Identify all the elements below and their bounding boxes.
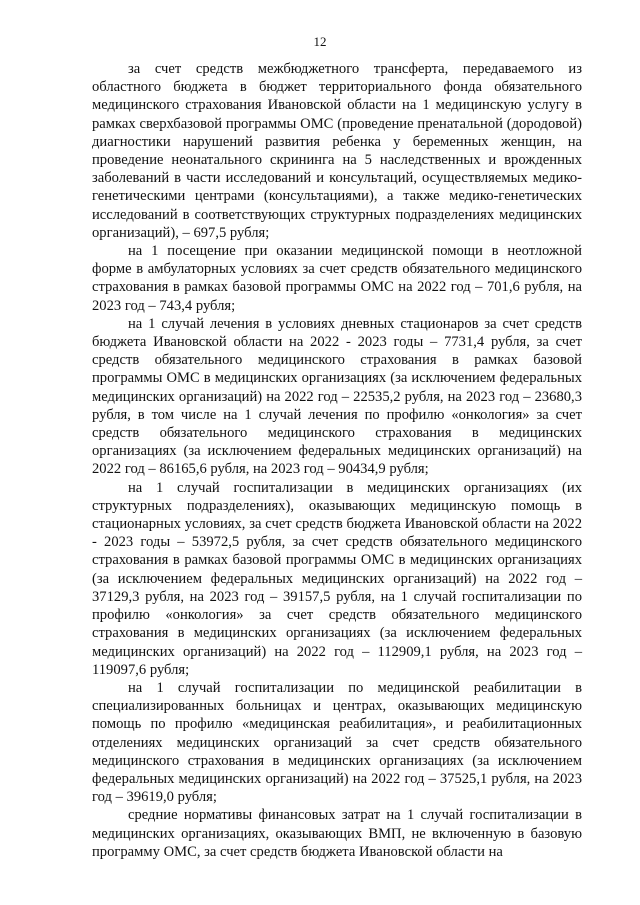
paragraph-transfer-funds: за счет средств межбюджетного трансферта, передаваемого из областного бюджета в бюджет территориального фонда обязательного медицинского страхования Ивановской области на 1 медицинскую услугу в рамках сверхбазовой программы ОМС (проведение пренатальной (дородовой) диагностики нарушений развития ребенка у беременных женщин, на проведение неонатального скрининга на 5 наследственных и врожденных заболеваний в части исследований и консультаций, осуществляемых медико-генетическими центрами (консультациями), а также медико-генетических исследований в соответствующих структурных подразделениях медицинских организаций), – 697,5 рубля; [92,61,582,241]
paragraph-rehabilitation: на 1 случай госпитализации по медицинской реабилитации в специализированных больницах и центрах, оказывающих медицинскую помощь по профилю «медицинская реабилитация», и реабилитационных отделениях медицинских организаций за счет средств обязательного медицинского страхования в медицинских организациях (за исключением федеральных медицинских организаций) на 2022 год – 37525,1 рубля, на 2023 год – 39619,0 рубля; [92,679,582,806]
paragraph-urgent-visit: на 1 посещение при оказании медицинской помощи в неотложной форме в амбулаторных условиях за счет средств обязательного медицинского страхования в рамках базовой программы ОМС на 2022 год – 701,6 рубля, на 2023 год – 743,4 рубля; [92,243,582,314]
page-number: 12 [313,34,327,49]
document-body [92,60,582,861]
paragraph-hightech-care: средние нормативы финансовых затрат на 1 случай госпитализации в медицинских организациях, оказывающих ВМП, не включенную в базовую программу ОМС, за счет средств бюджета Ивановской области на [92,807,582,860]
paragraph-hospitalization: на 1 случай госпитализации в медицинских организациях (их структурных подразделениях), оказывающих медицинскую помощь в стационарных условиях, за счет средств бюджета Ивановской области на 2022 - 2023 годы – 53972,5 рубля, за счет средств обязательного медицинского страхования в рамках базовой программы ОМС в медицинских организациях (за исключением федеральных медицинских организаций) на 2022 год – 37129,3 рубля, на 2023 год – 39157,5 рубля, на 1 случай госпитализации по профилю «онкология» за счет средств обязательного медицинского страхования в медицинских организациях (за исключением федеральных медицинских организаций) на 2022 год – 112909,1 рубля, на 2023 год – 119097,6 рубля; [92,479,582,678]
paragraph-day-hospital: на 1 случай лечения в условиях дневных стационаров за счет средств бюджета Ивановской области на 2022 - 2023 годы – 7731,4 рубля, за счет средств обязательного медицинского страхования в рамках базовой программы ОМС в медицинских организациях (за исключением федеральных медицинских организаций) на 2022 год – 22535,2 рубля, на 2023 год – 23680,3 рубля, в том числе на 1 случай лечения по профилю «онкология» за счет средств обязательного медицинского страхования в медицинских организациях (за исключением федеральных медицинских организаций) на 2022 год – 86165,6 рубля, на 2023 год – 90434,9 рубля; [92,315,582,478]
